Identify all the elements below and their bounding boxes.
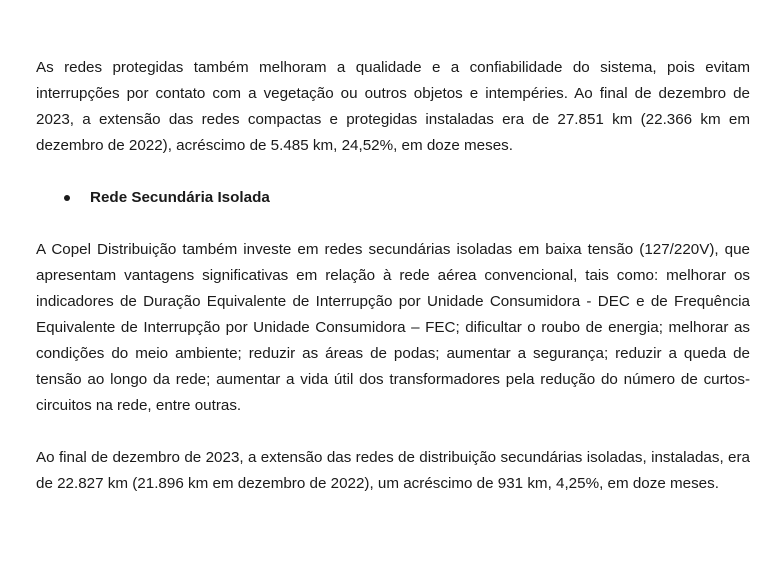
paragraph-extension-summary: Ao final de dezembro de 2023, a extensão das redes de distribuição secundárias isoladas, instaladas, era de 22.827 km (21.896 km em dezembro de 2022), um acréscimo de 931 km, 4,25%, em doze meses. (36, 449, 750, 492)
spacer (36, 419, 750, 445)
spacer (36, 159, 750, 185)
spacer (36, 211, 750, 237)
bullet-item (36, 185, 750, 211)
paragraph-isolated-secondary: A Copel Distribuição também investe em redes secundárias isoladas em baixa tensão (127/220V), que apresentam vantagens significativas em relação à rede aérea convencional, tais como: melhorar os indicadores de Duração Equivalente de Interrupção por Unidade Consumidora - DEC e de Frequência Equivalente de Interrupção por Unidade Consumidora – FEC; dificultar o roubo de energia; melhorar as condições do meio ambiente; reduzir as áreas de podas; aumentar a segurança; reduzir a queda de tensão ao longo da rede; aumentar a vida útil dos transformadores pela redução do número de curtos-circuitos na rede, entre outras. (36, 241, 750, 414)
paragraph-protected-networks: As redes protegidas também melhoram a qualidade e a confiabilidade do sistema, pois evitam interrupções por contato com a vegetação ou outros objetos e intempéries. Ao final de dezembro de 2023, a extensão das redes compactas e protegidas instaladas era de 27.851 km (22.366 km em dezembro de 2022), acréscimo de 5.485 km, 24,52%, em doze meses. (36, 59, 750, 154)
section-heading: Rede Secundária Isolada (90, 189, 270, 206)
bullet-icon (64, 195, 70, 201)
document-page (36, 55, 750, 497)
